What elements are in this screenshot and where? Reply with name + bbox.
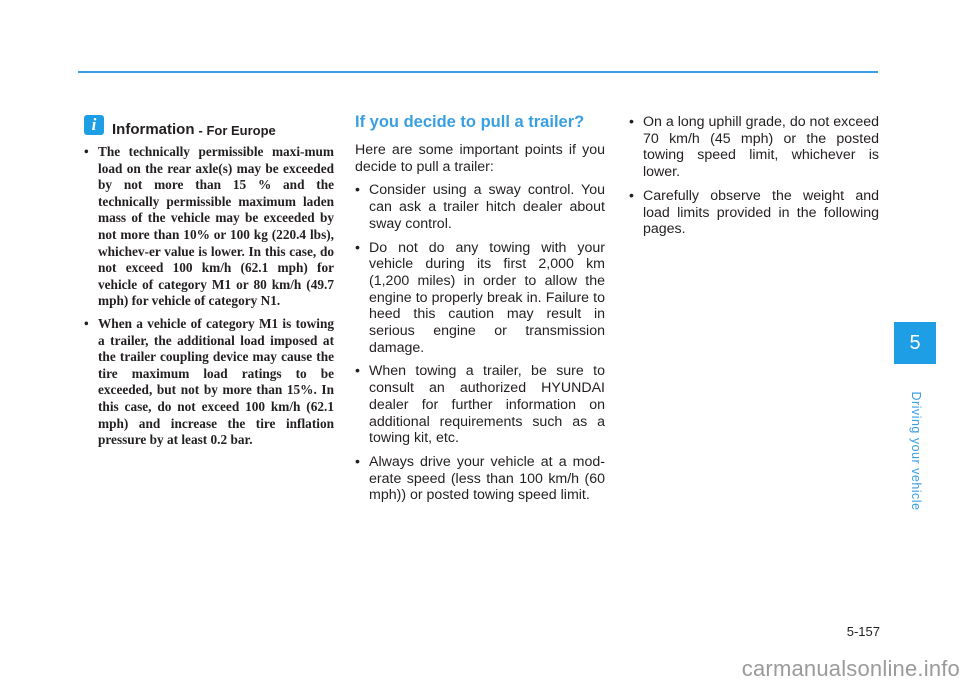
information-title: Information: [112, 121, 195, 138]
list-item: [355, 182, 605, 232]
watermark: carmanualsonline.info: [741, 656, 960, 681]
list-item: [629, 114, 879, 181]
list-item-text: When a vehicle of category M1 is towing a trailer, the additional load imposed at the trailer coupling device may cause the tire maximum load ratings to be exceeded, but not by more than 15%. In this case, do not exceed 100 km/h (62.1 mph) and increase the tire inflation pressure by at least 0.2 bar.: [98, 315, 334, 448]
bullet: •: [629, 114, 634, 130]
list-item-text: Do not do any towing with your vehicle during its first 2,000 km (1,200 miles) in order to allow the engine to properly break in. Failure to heed this caution may result in serious engine or transmission damage.: [369, 239, 605, 356]
list-item-text: When towing a trailer, be sure to consult an authorized HYUNDAI dealer for further information on additional requirements such as a towing kit, etc.: [369, 363, 605, 447]
list-item: [355, 454, 605, 504]
bullet: •: [355, 182, 360, 199]
bullet: •: [355, 453, 360, 470]
trailer-column-continued: [629, 114, 879, 245]
bullet: •: [629, 187, 634, 204]
information-list: [84, 144, 334, 449]
list-item: [84, 316, 334, 449]
list-item-text: On a long uphill grade, do not exceed 70 km/h (45 mph) or the posted towing speed limit, whichever is lower.: [643, 114, 879, 181]
bullet: •: [84, 315, 89, 331]
list-item-text: Consider using a sway control. You can ask a trailer hitch dealer about sway control.: [369, 182, 605, 232]
chapter-tab[interactable]: 5: [894, 322, 936, 364]
information-subtitle: - For Europe: [198, 123, 276, 138]
section-intro: Here are some important points if you decide to pull a trailer:: [355, 142, 605, 175]
list-item-text: The technically permissible maxi-mum load on the rear axle(s) may be exceeded by not more than 15 % and the technically permissible maximum laden mass of the vehicle may be exceeded by not more than 10% or 100 kg (220.4 lbs), whichev-er value is lower. In this case, do not exceed 100 km/h (62.1 mph) for vehicle of category M1 or 80 km/h (49.7 mph) for vehicle of category N1.: [98, 144, 334, 309]
bullet: •: [355, 239, 360, 256]
list-item-text: Carefully observe the weight and load limits provided in the following pages.: [643, 187, 879, 238]
trailer-tips-list: [355, 182, 605, 504]
list-item: [355, 363, 605, 447]
section-heading: If you decide to pull a trailer?: [355, 113, 585, 131]
bullet: •: [355, 363, 360, 380]
information-column: [84, 112, 334, 455]
list-item-text: Always drive your vehicle at a mod-erate speed (less than 100 km/h (60 mph)) or posted towing speed limit.: [369, 453, 605, 504]
trailer-tips-list-continued: [629, 114, 879, 238]
trailer-column: [355, 112, 605, 511]
chapter-label-text: Driving your vehicle: [909, 391, 923, 511]
chapter-label: [896, 391, 936, 511]
bullet: •: [84, 144, 89, 159]
top-rule: [78, 71, 878, 73]
page-number: 5-157: [846, 624, 880, 639]
info-icon: i: [84, 115, 104, 135]
list-item: [355, 240, 605, 357]
list-item: [629, 188, 879, 238]
list-item: [84, 144, 334, 310]
information-header: [84, 112, 334, 138]
